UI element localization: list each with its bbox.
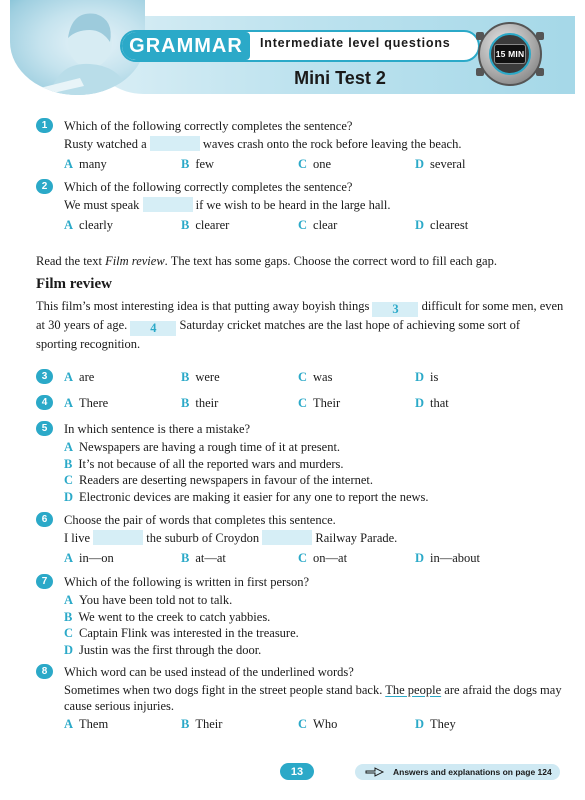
option-b[interactable]: B We went to the creek to catch yabbies. — [64, 609, 271, 624]
option-d[interactable]: D Justin was the first through the door. — [64, 642, 262, 657]
option-b[interactable]: B were — [181, 370, 220, 384]
answer-gap[interactable] — [143, 197, 193, 212]
question-text: Choose the pair of words that completes this sentence. — [64, 513, 336, 527]
question-text: In which sentence is there a mistake? — [64, 422, 251, 436]
page-header — [0, 0, 585, 100]
option-d[interactable]: D several — [415, 157, 466, 171]
answer-gap-2[interactable] — [262, 530, 312, 545]
underlined-words: The people — [385, 683, 442, 697]
level-subtitle: Intermediate level questions — [260, 36, 451, 50]
passage-gap-3[interactable]: 3 — [372, 302, 418, 317]
answer-options — [64, 217, 534, 233]
answer-options — [64, 395, 534, 411]
answer-gap[interactable] — [150, 136, 200, 151]
question-number: 1 — [36, 118, 53, 133]
question-text: Which of the following correctly completes the sentence? — [64, 119, 353, 133]
question-number: 8 — [36, 664, 53, 679]
passage-heading: Film review — [36, 276, 112, 292]
question-number: 6 — [36, 512, 53, 527]
question-text: Which word can be used instead of the underlined words? — [64, 665, 354, 679]
option-d[interactable]: D They — [415, 717, 456, 731]
question-passage: Sometimes when two dogs fight in the street people stand back. The people are afraid the dogs may — [64, 683, 562, 697]
option-d[interactable]: D clearest — [415, 218, 469, 232]
option-c[interactable]: C Readers are deserting newspapers in favour of the internet. — [64, 473, 374, 487]
answer-options — [64, 369, 534, 385]
option-b[interactable]: B It’s not because of all the reported wars and murders. — [64, 456, 344, 471]
passage-text: This film’s most interesting idea is that putting away boyish things 3 difficult for some men, even at 30 years of age. 4 Saturday cricket matches are the last hope of achieving some sort of sporting recognition. — [36, 299, 564, 351]
passage-gap-4[interactable]: 4 — [130, 321, 176, 336]
option-a[interactable]: A many — [64, 157, 107, 171]
question-3 — [36, 369, 566, 385]
timer-label: 15 MIN — [494, 44, 526, 64]
page-number: 13 — [280, 763, 314, 780]
stopwatch-icon — [478, 22, 542, 86]
option-c[interactable]: C one — [298, 157, 332, 171]
question-number: 4 — [36, 395, 53, 410]
option-a[interactable]: A clearly — [64, 218, 114, 232]
question-5 — [36, 421, 566, 505]
option-d[interactable]: D that — [415, 396, 449, 410]
option-b[interactable]: B their — [181, 396, 219, 410]
question-sentence: We must speak if we wish to be heard in the large hall. — [64, 198, 391, 212]
option-c[interactable]: C Who — [298, 717, 338, 731]
option-c[interactable]: C was — [298, 370, 333, 384]
option-b[interactable]: B few — [181, 157, 215, 171]
option-c[interactable]: C Captain Flink was interested in the treasure. — [64, 626, 299, 640]
option-b[interactable]: B at—at — [181, 551, 226, 565]
option-b[interactable]: B clearer — [181, 218, 230, 232]
answer-options — [64, 550, 534, 566]
option-d[interactable]: D in—about — [415, 551, 481, 565]
question-6 — [36, 512, 566, 570]
reading-instructions: Read the text Film review. The text has some gaps. Choose the correct word to fill each gap. — [36, 254, 497, 268]
option-a[interactable]: A in—on — [64, 551, 114, 565]
question-8 — [36, 664, 566, 736]
question-number: 5 — [36, 421, 53, 436]
question-passage-cont: cause serious injuries. — [64, 699, 175, 713]
option-b[interactable]: B Their — [181, 717, 223, 731]
option-a[interactable]: A Newspapers are having a rough time of it at present. — [64, 440, 341, 454]
answer-options — [64, 439, 429, 505]
page-title: Mini Test 2 — [294, 68, 386, 88]
option-c[interactable]: C clear — [298, 218, 338, 232]
question-sentence: Rusty watched a waves crash onto the rock before leaving the beach. — [64, 137, 462, 151]
answers-reference[interactable]: Answers and explanations on page 124 — [355, 764, 560, 780]
option-c[interactable]: C Their — [298, 396, 341, 410]
option-a[interactable]: A are — [64, 370, 95, 384]
question-text: Which of the following is written in first person? — [64, 575, 310, 589]
question-4 — [36, 395, 566, 411]
answer-options — [64, 592, 299, 658]
option-d[interactable]: D is — [415, 370, 439, 384]
question-sentence: I live the suburb of Croydon Railway Parade. — [64, 531, 398, 545]
option-a[interactable]: A There — [64, 396, 109, 410]
answer-options — [64, 156, 534, 172]
section-label: GRAMMAR — [122, 32, 250, 60]
option-d[interactable]: D Electronic devices are making it easier for any one to report the news. — [64, 489, 429, 504]
option-a[interactable]: A Them — [64, 717, 109, 731]
question-number: 7 — [36, 574, 53, 589]
answer-options — [64, 716, 534, 732]
question-1 — [36, 118, 566, 176]
question-text: Which of the following correctly completes the sentence? — [64, 180, 353, 194]
option-a[interactable]: A You have been told not to talk. — [64, 593, 233, 607]
question-7 — [36, 574, 566, 658]
question-number: 2 — [36, 179, 53, 194]
question-2 — [36, 179, 566, 237]
answer-gap-1[interactable] — [93, 530, 143, 545]
option-c[interactable]: C on—at — [298, 551, 348, 565]
pointing-hand-icon — [365, 767, 385, 777]
question-number: 3 — [36, 369, 53, 384]
